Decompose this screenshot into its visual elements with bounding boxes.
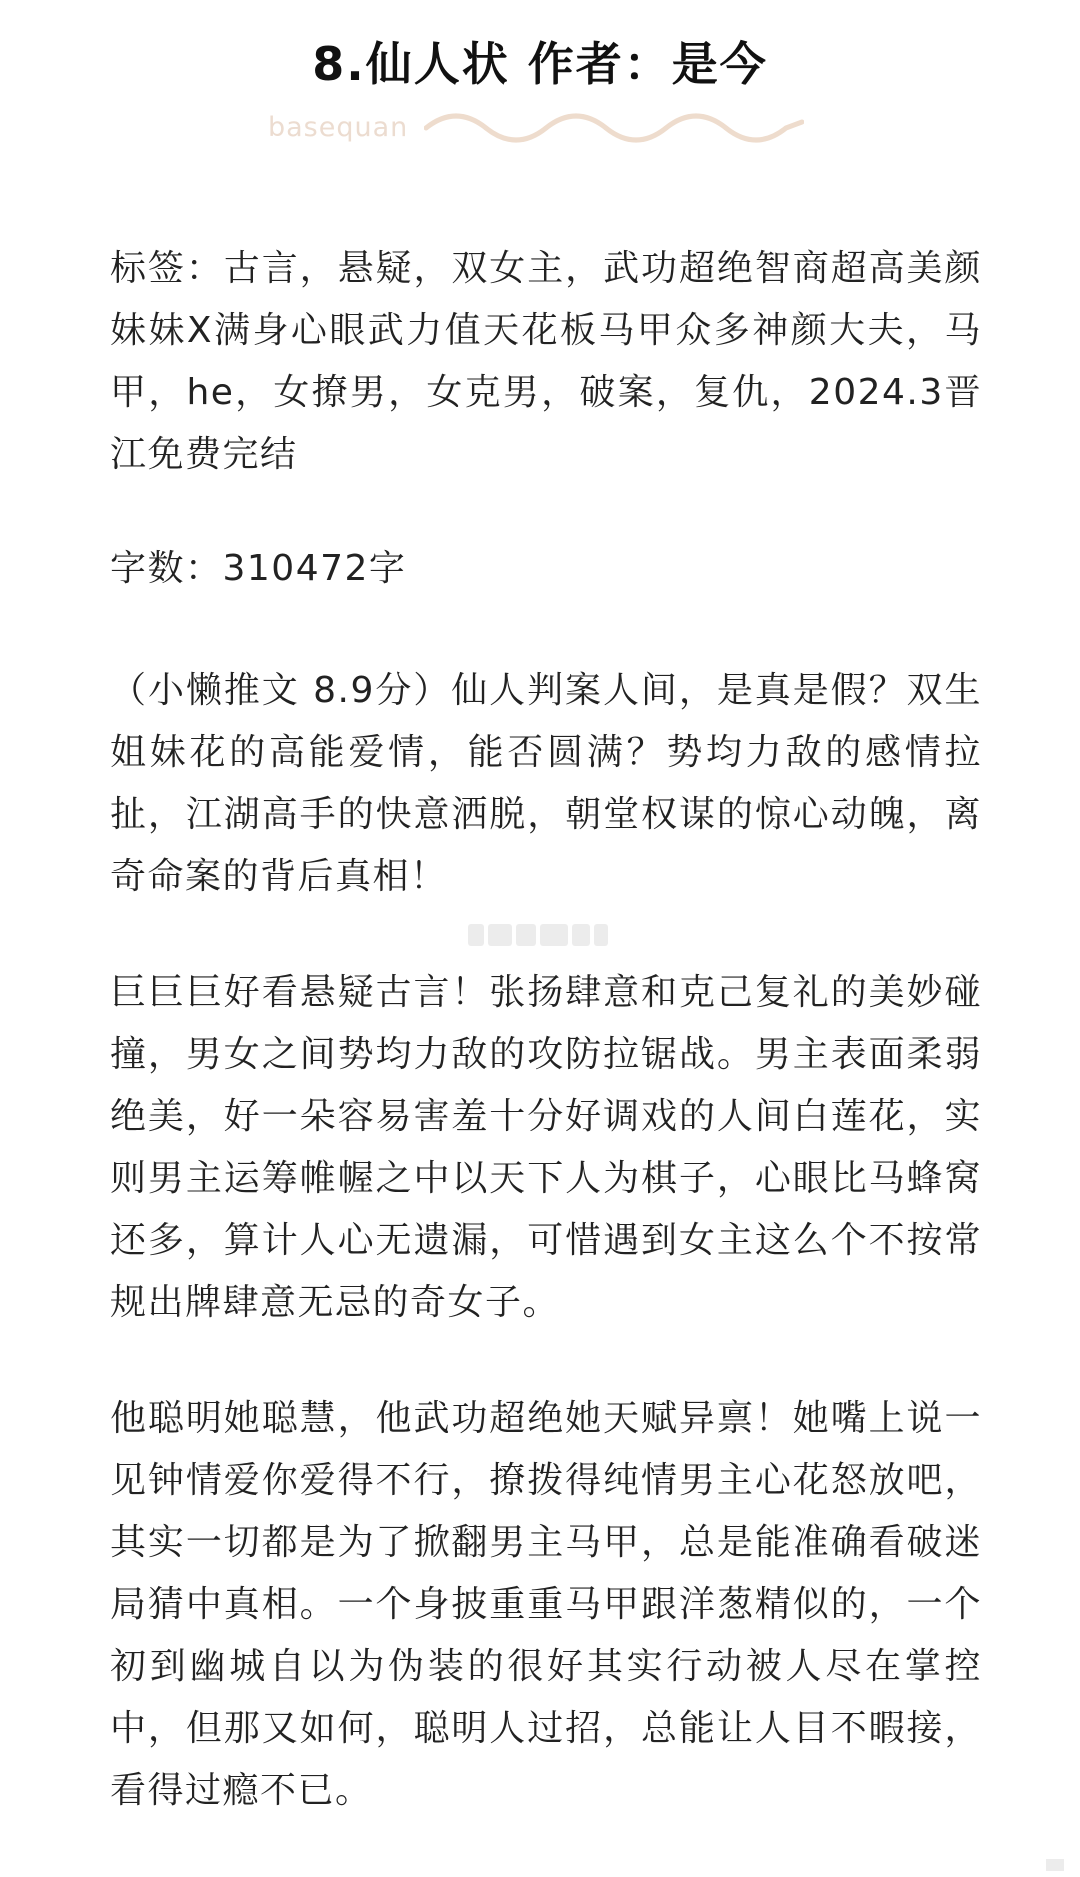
watermark-text: basequan bbox=[268, 112, 409, 143]
post-title: 8.仙人状 作者：是今 bbox=[312, 37, 768, 91]
word-count: 字数：310472字 bbox=[110, 548, 407, 589]
review-paragraph-2: 他聪明她聪慧，他武功超绝她天赋异禀！她嘴上说一见钟情爱你爱得不行，撩拨得纯情男主心花怒放吧，其实一切都是为了掀翻男主马甲，总是能准确看破迷局猜中真相。一个身披重重马甲跟洋葱精似的，一个初到幽城自以为伪装的很好其实行动被人尽在掌控中，但那又如何，聪明人过招，总能让人目不暇接，看得过瘾不已。 bbox=[110, 1398, 982, 1811]
blurred-stamp bbox=[468, 924, 616, 946]
review-paragraph-1: 巨巨巨好看悬疑古言！张扬肆意和克己复礼的美妙碰撞，男女之间势均力敌的攻防拉锯战。男主表面柔弱绝美，好一朵容易害羞十分好调戏的人间白莲花，实则男主运筹帷幄之中以天下人为棋子，心眼比马蜂窝还多，算计人心无遗漏，可惜遇到女主这么个不按常规出牌肆意无忌的奇女子。 bbox=[110, 972, 982, 1323]
summary-paragraph: （小懒推文 8.9分）仙人判案人间，是真是假？双生姐妹花的高能爱情，能否圆满？势均力敌的感情拉扯，江湖高手的快意洒脱，朝堂权谋的惊心动魄，离奇命案的背后真相！ bbox=[110, 670, 982, 897]
corner-mark bbox=[1046, 1859, 1064, 1871]
tags-paragraph: 标签：古言，悬疑，双女主，武功超绝智商超高美颜妹妹X满身心眼武力值天花板马甲众多神颜大夫，马甲，he，女撩男，女克男，破案，复仇，2024.3晋江免费完结 bbox=[110, 248, 982, 475]
decorative-wave-icon bbox=[424, 108, 804, 148]
